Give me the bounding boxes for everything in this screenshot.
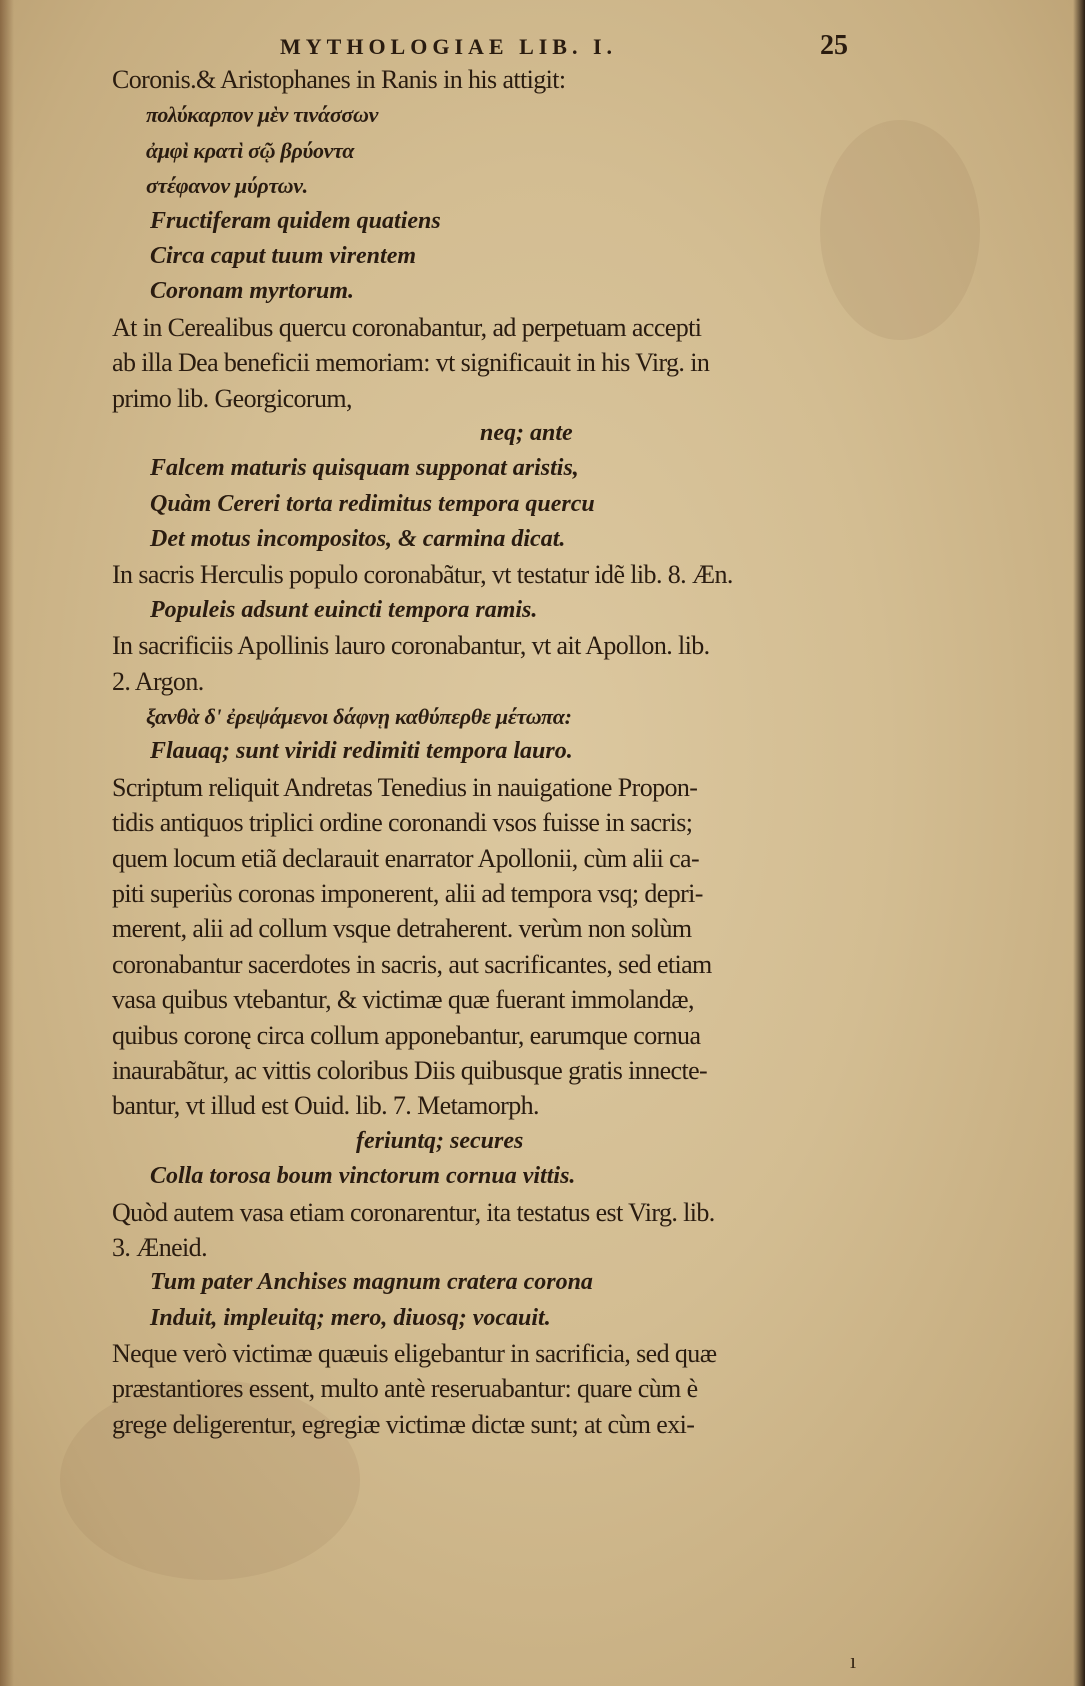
verse-line: Circa caput tuum virentem [150, 242, 417, 269]
verse-line: Tum pater Anchises magnum cratera corona [150, 1269, 593, 1296]
greek-line: στέφανον μύρτων. [146, 173, 308, 199]
verse-line: Det motus incompositos, & carmina dicat. [150, 526, 566, 553]
verse-line: Colla torosa boum vinctorum cornua vittis. [150, 1163, 576, 1190]
verse-line: Flauaq; sunt viridi redimiti tempora lauro. [150, 738, 573, 765]
prose-line: Coronis.& Aristophanes in Ranis in his attigit: [112, 65, 566, 94]
prose-line: 3. Æneid. [112, 1232, 207, 1262]
prose-line: bantur, vt illud est Ouid. lib. 7. Metamorph. [112, 1091, 539, 1121]
verse-line: Falcem maturis quisquam supponat aristis, [150, 455, 579, 482]
prose-line: coronabantur sacerdotes in sacris, aut sacrificantes, sed etiam [112, 949, 712, 979]
prose-line: 2. Argon. [112, 666, 204, 696]
page-left-edge [0, 0, 14, 1686]
greek-line: ἀμφὶ κρατὶ σῷ βρύοντα [146, 137, 355, 163]
prose-line: quibus coronę circa collum apponebantur, earumque cornua [112, 1020, 701, 1050]
verse-line: Coronam myrtorum. [150, 278, 355, 305]
running-title: MYTHOLOGIAE LIB. I. [280, 34, 618, 59]
prose-line: piti superiùs coronas imponerent, alii ad tempora vsq; depri- [112, 878, 703, 908]
prose-line: Quòd autem vasa etiam coronarentur, ita testatus est Virg. lib. [112, 1197, 715, 1227]
prose-line: inaurabãtur, ac vittis coloribus Diis quibusque gratis innecte- [112, 1055, 708, 1085]
prose-line: præstantiores essent, multo antè reseruabantur: quare cùm è [112, 1374, 698, 1404]
greek-line: πολύκαρπον μὲν τινάσσων [146, 102, 379, 128]
ink-mark-icon: ı [850, 1648, 857, 1673]
verse-line: feriuntq; secures [356, 1127, 524, 1154]
greek-line: ξανθὰ δ' ἐρεψάμενοι δάφνῃ καθύπερθε μέτωπα: [146, 704, 572, 730]
verse-line: Quàm Cereri torta redimitus tempora quercu [150, 490, 595, 517]
prose-line: grege deligerentur, egregiæ victimæ dictæ sunt; at cùm exi- [112, 1409, 695, 1439]
verse-line: Induit, impleuitq; mero, diuosq; vocauit. [150, 1304, 551, 1331]
prose-line: ab illa Dea beneficii memoriam: vt significauit in his Virg. in [112, 348, 710, 378]
verse-line: Fructiferam quidem quatiens [150, 207, 441, 234]
prose-line: merent, alii ad collum vsque detraherent. verùm non solùm [112, 914, 692, 944]
text-block [112, 62, 852, 1442]
prose-line: At in Cerealibus quercu coronabantur, ad perpetuam accepti [112, 312, 702, 342]
folio-number: 25 [820, 30, 848, 61]
prose-line: vasa quibus vtebantur, & victimæ quæ fuerant immolandæ, [112, 985, 694, 1015]
prose-line: Scriptum reliquit Andretas Tenedius in nauigatione Propon- [112, 772, 698, 802]
prose-line: tidis antiquos triplici ordine coronandi vsos fuisse in sacris; [112, 808, 693, 838]
verse-line: neq; ante [480, 419, 573, 446]
prose-line: In sacris Herculis populo coronabãtur, vt testatur idẽ lib. 8. Æn. [112, 560, 733, 590]
prose-line: primo lib. Georgicorum, [112, 383, 352, 413]
page-right-edge [1073, 0, 1085, 1686]
prose-line: Neque verò victimæ quæuis eligebantur in sacrificia, sed quæ [112, 1339, 717, 1369]
verse-line: Populeis adsunt euincti tempora ramis. [150, 596, 538, 623]
prose-line: In sacrificiis Apollinis lauro coronabantur, vt ait Apollon. lib. [112, 631, 710, 661]
prose-line: quem locum etiã declarauit enarrator Apollonii, cùm alii ca- [112, 843, 700, 873]
